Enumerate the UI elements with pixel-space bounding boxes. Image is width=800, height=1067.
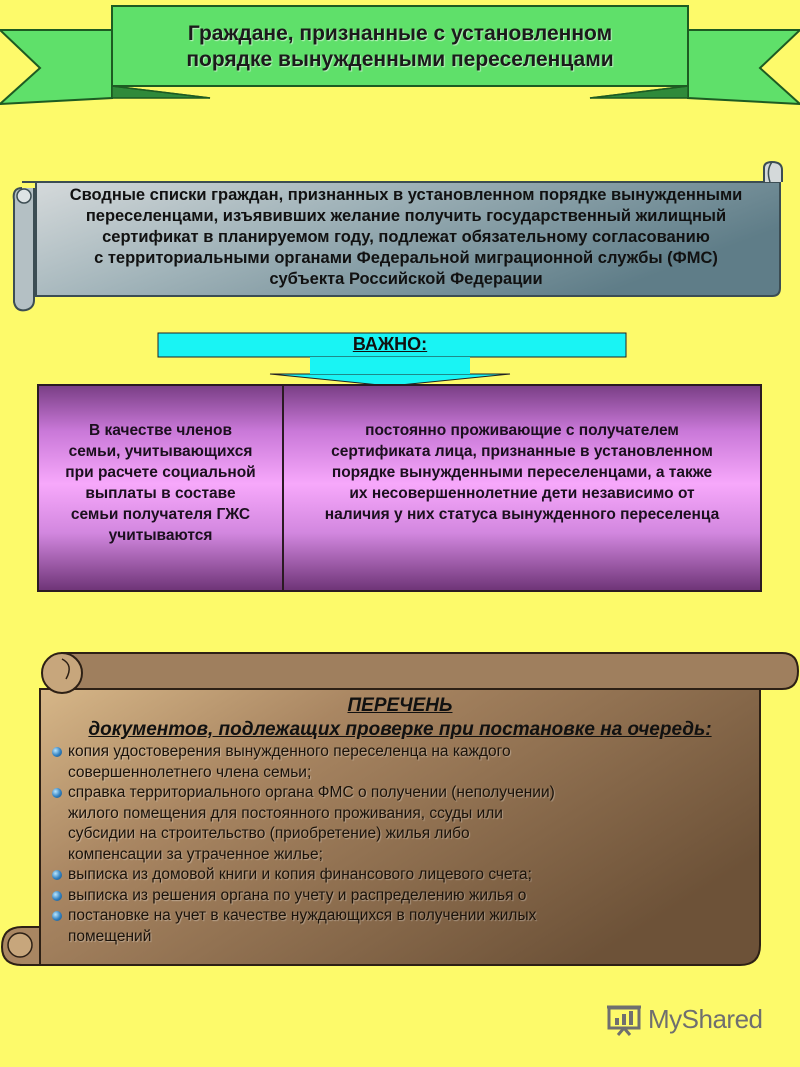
- list-item-line: копия удостоверения вынужденного переселенца на каждого: [68, 743, 511, 760]
- right-cell-line: постоянно проживающие с получателем: [365, 422, 679, 439]
- banner-title-line2: порядке вынужденными переселенцами: [186, 48, 614, 71]
- list-item-line: постановке на учет в качестве нуждающихся в получении жилых: [68, 907, 537, 924]
- myshared-watermark: [606, 1002, 763, 1036]
- info-line: с территориальными органами Федеральной миграционной службы (ФМС): [94, 249, 718, 267]
- bullet-icon: [52, 870, 62, 880]
- list-item: [52, 865, 742, 886]
- left-cell-line: выплаты в составе: [85, 485, 236, 502]
- documents-heading: [40, 694, 760, 742]
- list-item: [52, 783, 742, 865]
- info-line: переселенцами, изъявивших желание получить государственный жилищный: [85, 207, 727, 225]
- documents-list: [52, 742, 742, 947]
- list-item-line: компенсации за утраченное жилье;: [68, 845, 323, 863]
- bullet-icon: [52, 788, 62, 798]
- documents-subtitle: документов, подлежащих проверке при постановке на очередь:: [88, 719, 712, 740]
- list-item-line: справка территориального органа ФМС о получении (неполучении): [68, 784, 555, 801]
- list-item-line: выписка из решения органа по учету и распределению жилья о: [68, 886, 527, 904]
- important-label: ВАЖНО:: [352, 334, 428, 354]
- right-cell-line: порядке вынужденными переселенцами, а также: [331, 464, 713, 481]
- left-cell-line: В качестве членов: [89, 422, 232, 439]
- list-item-line: жилого помещения для постоянного проживания, ссуды или: [68, 804, 503, 822]
- info-line: сертификат в планируемом году, подлежат обязательному согласованию: [102, 228, 710, 246]
- family-table-right-cell: [284, 386, 760, 590]
- family-members-table: [37, 384, 762, 592]
- presentation-board-icon: [606, 1002, 642, 1036]
- bullet-icon: [52, 891, 62, 901]
- list-item: [52, 906, 742, 947]
- list-item-line: выписка из домовой книги и копия финансового лицевого счета;: [68, 866, 532, 883]
- banner-title-line1: Граждане, признанные с установленном: [187, 22, 613, 45]
- list-item-line: помещений: [68, 927, 152, 945]
- info-scroll-text: [36, 185, 776, 290]
- list-item-line: субсидии на строительство (приобретение) жилья либо: [68, 825, 470, 842]
- right-cell-line: сертификата лица, признанные в установленном: [331, 443, 713, 460]
- list-item-line: совершеннолетнего члена семьи;: [68, 763, 312, 781]
- bullet-icon: [52, 747, 62, 757]
- info-line: Сводные списки граждан, признанных в установленном порядке вынужденными: [69, 186, 743, 204]
- info-line: субъекта Российской Федерации: [269, 270, 543, 288]
- left-cell-line: при расчете социальной: [65, 464, 256, 481]
- left-cell-line: учитываются: [108, 527, 213, 544]
- family-table-left-cell: [39, 386, 284, 590]
- list-item: [52, 742, 742, 783]
- documents-title: ПЕРЕЧЕНЬ: [347, 695, 453, 716]
- bullet-icon: [52, 911, 62, 921]
- right-cell-line: их несовершеннолетние дети независимо от: [349, 485, 695, 502]
- left-cell-line: семьи получателя ГЖС: [70, 506, 251, 523]
- right-cell-line: наличия у них статуса вынужденного переселенца: [324, 506, 720, 523]
- banner-title: [112, 14, 688, 80]
- left-cell-line: семьи, учитывающихся: [68, 443, 253, 460]
- watermark-brand: MyShared: [648, 1003, 763, 1034]
- list-item: [52, 886, 742, 907]
